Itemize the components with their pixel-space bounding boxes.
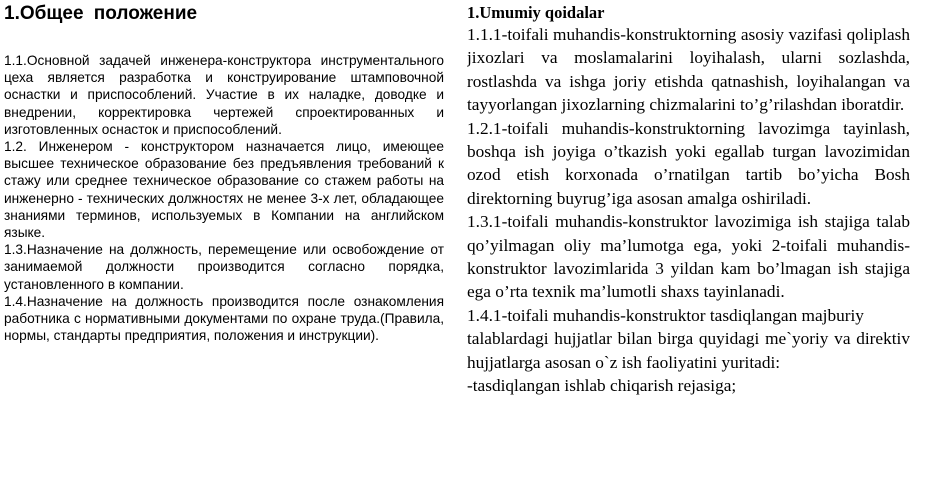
russian-section-heading: 1.Общее положение [4,3,198,24]
uzbek-paragraph-1-4-continued: talablardagi hujjatlar bilan birga quyidagi me`yoriy va direktiv hujjatlarga asosan o`z ish faoliyatini yuritadi: [467,329,910,372]
uzbek-paragraph-1-1: 1.1.1-toifali muhandis-konstruktorning asosiy vazifasi qoliplash jixozlari va moslamalarini loyihalash, ularni sozlashda, rostlashda va ishga joriy etishda qatnashish, loyihalangan va tayyorlangan jixozlarning chizmalarini to’g’rilashdan iboratdir. [467,25,910,115]
russian-paragraph-1-3: 1.3.Назначение на должность, перемещение или освобождение от занимаемой должности производится согласно порядка, установленного в компании. [4,242,444,292]
uzbek-paragraph-1-2: 1.2.1-toifali muhandis-konstruktorning lavozimga tayinlash, boshqa ish joyiga o’tkazish yoki egallab turgan lavozimidan ozod etish korxonada o’rnatilgan tartib bo’yicha Bosh direktorning buyrug’iga asosan amalga oshiriladi. [467,118,910,208]
russian-paragraph-1-1: 1.1.Основной задачей инженера-конструктора инструментального цеха является разработка и конструирование штамповочной оснастки и приспособлений. Участие в их наладке, доводке и внедрении, корректировка чертежей спроектированных и изготовленных оснасток и приспособлений. [4,53,444,137]
russian-paragraph-1-2: 1.2. Инженером - конструктором назначается лицо, имеющее высшее техническое образование без предъявления требований к стажу или среднее техническое образование со стажем работы на инженерно - технических должностях не менее 3-х лет, обладающее знаниями терминов, используемых в Компании на английском языке. [4,139,444,241]
uzbek-list-item: -tasdiqlangan ishlab chiqarish rejasiga; [467,376,737,396]
uzbek-column [467,0,910,486]
russian-paragraph-1-4: 1.4.Назначение на должность производится после ознакомления работника с нормативными документами по охране труда.(Правила, нормы, стандарты предприятия, положения и инструкции). [4,293,444,344]
russian-paragraphs [4,52,444,344]
uzbek-section-heading: 1.Umumiy qoidalar [467,3,605,22]
uzbek-paragraph-1-4: 1.4.1-toifali muhandis-konstruktor tasdiqlangan majburiy [467,305,864,325]
russian-column [4,0,444,486]
uzbek-paragraph-1-3: 1.3.1-toifali muhandis-konstruktor lavozimiga ish stajiga talab qo’yilmagan oliy ma’lumotga ega, yoki 2-toifali muhandis-konstruktor lavozimlarida 3 yildan kam bo’lmagan ish stajiga ega o’rta texnik ma’lumotli shaxs tayinlanadi. [467,212,910,302]
